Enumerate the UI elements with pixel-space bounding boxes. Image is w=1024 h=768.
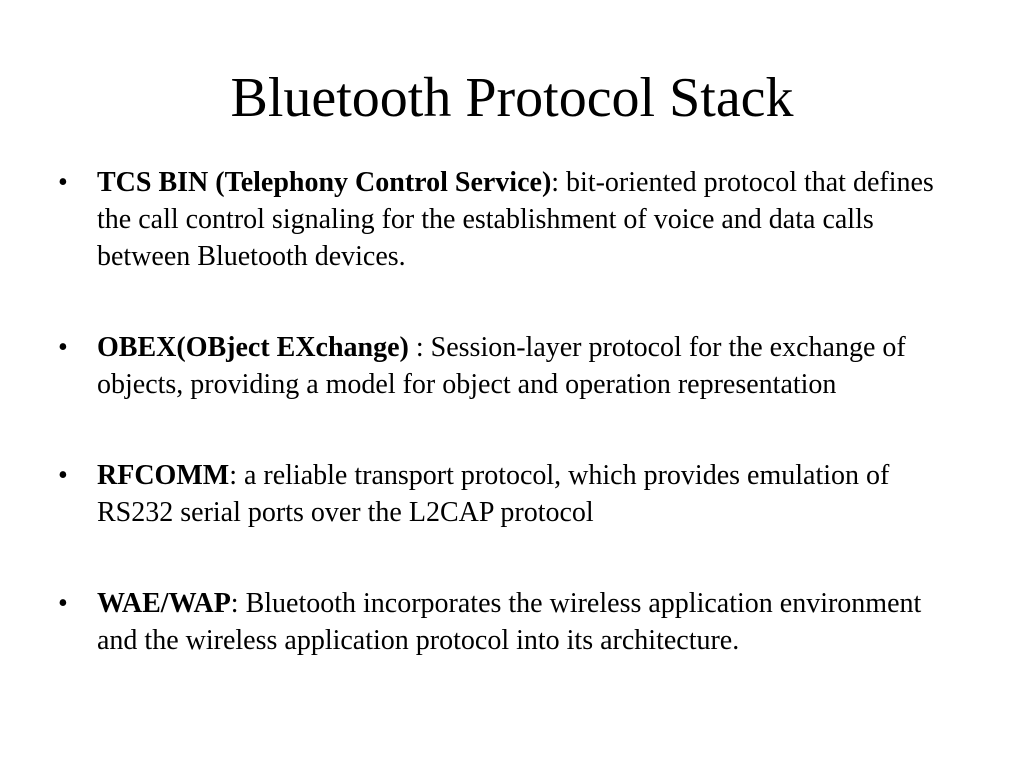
term-name: OBject EXchange [185, 332, 400, 363]
bullet-icon: • [58, 460, 68, 491]
term-description: : a reliable transport protocol, which provides emulation of RS232 serial ports over the L2CAP protocol [97, 460, 890, 528]
paragraph-spacer [97, 403, 961, 440]
slide-title: Bluetooth Protocol Stack [230, 67, 794, 129]
bullet-item-rfcomm [56, 457, 961, 568]
term-name: Telephony Control Service [224, 167, 542, 198]
bullet-list [56, 164, 961, 676]
bullet-item-wae-wap [56, 585, 961, 659]
term-suffix: ) [541, 167, 552, 198]
paragraph-spacer [97, 275, 961, 312]
bullet-icon: • [58, 332, 68, 363]
term-prefix: TCS BIN ( [97, 167, 225, 198]
term-description: : Bluetooth incorporates the wireless application environment and the wireless application protocol into its architecture. [97, 588, 922, 656]
bullet-icon: • [58, 588, 68, 619]
term-prefix: OBEX( [97, 332, 186, 363]
bullet-item-tcs-bin [56, 164, 961, 312]
term-suffix: ) [399, 332, 409, 363]
term-description: : bit-oriented protocol that defines the call control signaling for the establishment of voice and data calls between Bluetooth devices. [97, 167, 934, 272]
bullet-icon: • [58, 167, 68, 198]
bullet-item-obex [56, 329, 961, 440]
term-description: : Session-layer protocol for the exchange of objects, providing a model for object and operation representation [97, 332, 906, 400]
term-name: RFCOMM [97, 460, 230, 491]
paragraph-spacer [97, 531, 961, 568]
term-name: WAE/WAP [97, 588, 231, 619]
